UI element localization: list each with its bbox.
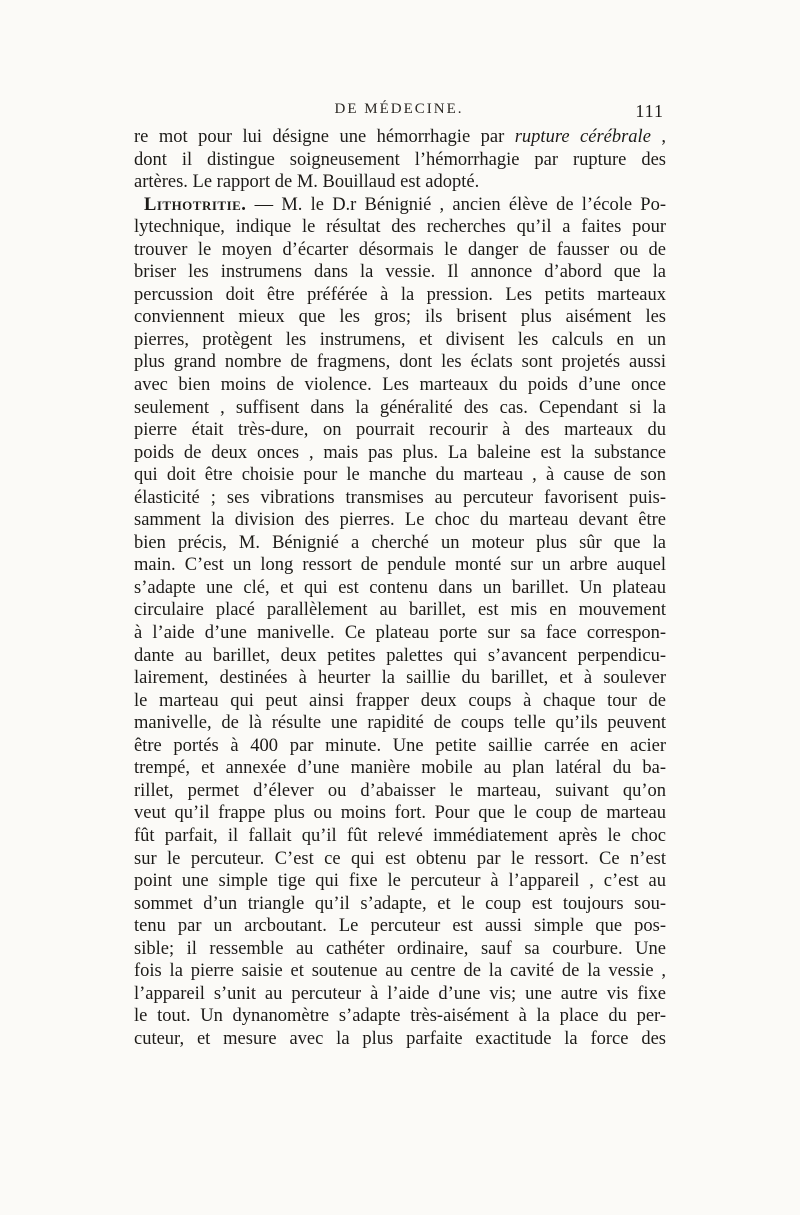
text-line: élasticité ; ses vibrations transmises au percuteur favorisent puis- (134, 487, 666, 508)
text-line: lairement, destinées à heurter la saillie du barillet, et à soulever (134, 668, 666, 689)
italic-term: rupture cérébrale (514, 127, 651, 147)
text-line: tenu par un arcboutant. Le percuteur est aussi simple que pos- (134, 916, 666, 937)
text-line: point une simple tige qui fixe le percuteur à l’appareil , c’est au (134, 871, 666, 892)
text-line: poids de deux onces , mais pas plus. La baleine est la substance (134, 442, 666, 463)
text-line: sur le percuteur. C’est ce qui est obtenu par le ressort. Ce n’est (134, 848, 666, 869)
text-line: bien précis, M. Bénignié a cherché un moteur plus sûr que la (134, 532, 666, 553)
text-line: le marteau qui peut ainsi frapper deux coups à chaque tour de (134, 690, 666, 711)
text-line-part: , (650, 127, 666, 147)
text-line: sommet d’un triangle qu’il s’adapte, et le coup est toujours sou- (134, 893, 666, 914)
text-line (134, 194, 666, 217)
text-line: trempé, et annexée d’une manière mobile au plan latéral du ba- (134, 758, 666, 779)
text-line: circulaire placé parallèlement au barillet, est mis en mouvement (134, 600, 666, 621)
section-heading: Lithotritie. (144, 194, 247, 215)
text-line: l’appareil s’unit au percuteur à l’aide d’une vis; une autre vis fixe (134, 983, 666, 1004)
text-line: dante au barillet, deux petites palettes qui s’avancent perpendicu- (134, 645, 666, 666)
text-line (134, 126, 666, 149)
text-line-part: — M. le D.r Bénignié , ancien élève de l’école Po- (246, 194, 666, 215)
text-line-part: re mot pour lui désigne une hémorrhagie par (134, 127, 515, 147)
text-line: s’adapte une clé, et qui est contenu dans un barillet. Un plateau (134, 577, 666, 598)
text-line: percussion doit être préférée à la pression. Les petits marteaux (134, 284, 666, 305)
text-line: plus grand nombre de fragmens, dont les éclats sont projetés aussi (134, 352, 666, 373)
page-header (134, 101, 664, 129)
page-number: 111 (635, 101, 664, 121)
text-line: pierres, protègent les instrumens, et divisent les calculs en un (134, 329, 666, 350)
text-line: le tout. Un dynanomètre s’adapte très-aisément à la place du per- (134, 1006, 666, 1027)
body-text (134, 126, 666, 1050)
text-line: cuteur, et mesure avec la plus parfaite exactitude la force des (134, 1028, 666, 1049)
running-title: DE MÉDECINE. (334, 101, 464, 117)
text-line: lytechnique, indique le résultat des recherches qu’il a faites pour (134, 217, 666, 238)
text-line: veut qu’il frappe plus ou moins fort. Pour que le coup de marteau (134, 803, 666, 824)
text-line: rillet, permet d’élever ou d’abaisser le marteau, suivant qu’on (134, 780, 666, 801)
text-line: manivelle, de là résulte une rapidité de coups telle qu’ils peuvent (134, 713, 666, 734)
text-line: pierre était très-dure, on pourrait recourir à des marteaux du (134, 420, 666, 441)
text-line: être portés à 400 par minute. Une petite saillie carrée en acier (134, 735, 666, 756)
text-line: artères. Le rapport de M. Bouillaud est adopté. (134, 172, 480, 193)
text-line: fois la pierre saisie et soutenue au centre de la cavité de la vessie , (134, 961, 666, 982)
text-line: sible; il ressemble au cathéter ordinaire, sauf sa courbure. Une (134, 938, 666, 959)
text-line: avec bien moins de violence. Les marteaux du poids d’une once (134, 375, 666, 396)
text-line: trouver le moyen d’écarter désormais le danger de fausser ou de (134, 239, 666, 260)
text-line: dont il distingue soigneusement l’hémorrhagie par rupture des (134, 149, 666, 170)
text-line: samment la division des pierres. Le choc du marteau devant être (134, 510, 666, 531)
text-line: fût parfait, il fallait qu’il fût relevé immédiatement après le choc (134, 825, 666, 846)
text-line: seulement , suffisent dans la généralité des cas. Cependant si la (134, 397, 666, 418)
text-line: conviennent mieux que les gros; ils brisent plus aisément les (134, 307, 666, 328)
text-line: main. C’est un long ressort de pendule monté sur un arbre auquel (134, 555, 666, 576)
text-line: qui doit être choisie pour le manche du marteau , à cause de son (134, 465, 666, 486)
text-line: briser les instrumens dans la vessie. Il annonce d’abord que la (134, 262, 666, 283)
text-line: à l’aide d’une manivelle. Ce plateau porte sur sa face correspon- (134, 623, 666, 644)
